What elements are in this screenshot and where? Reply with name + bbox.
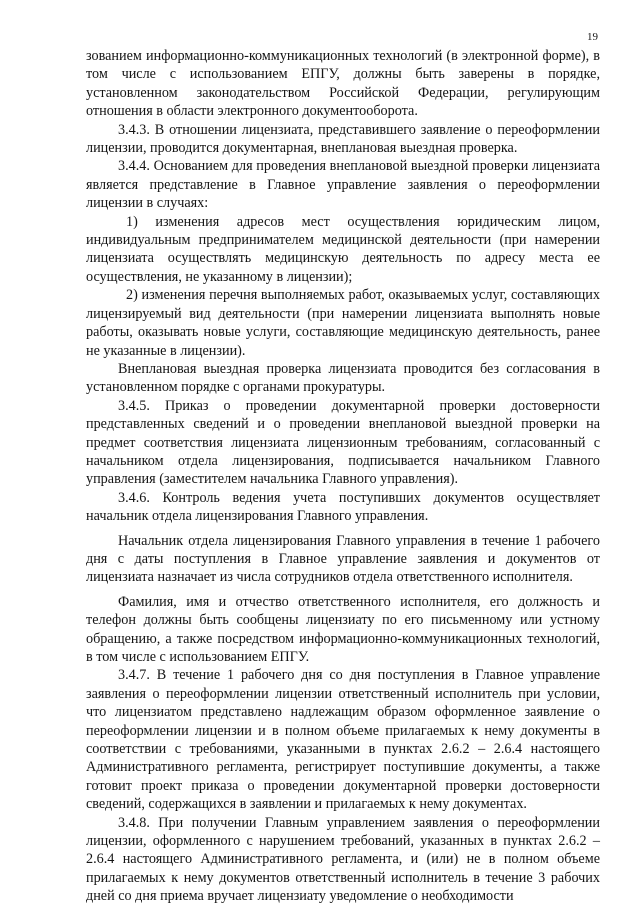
paragraph-3-4-3: 3.4.3. В отношении лицензиата, представившего заявление о переоформлении лицензии, проводится документарная, внеплановая выездная проверка. [86, 121, 600, 157]
paragraph-3-4-8: 3.4.8. При получении Главным управлением заявления о переоформлении лицензии, оформленного с нарушением требований, указанных в пунктах 2.6.2 – 2.6.4 настоящего Административного регламента, и (или) не в полном объеме прилагаемых к нему документов ответственный исполнитель в течение 3 рабочих дней со дня приема вручает лицензиату уведомление о необходимости [86, 814, 600, 905]
document-body [86, 47, 600, 906]
paragraph-unscheduled-inspection: Внеплановая выездная проверка лицензиата проводится без согласования в установленном порядке с органами прокуратуры. [86, 360, 600, 396]
paragraph-continuation: зованием информационно-коммуникационных технологий (в электронной форме), в том числе с использованием ЕПГУ, должны быть заверены в порядке, установленном законодательством Российской Федерации, регулирующим отношения в области электронного документооборота. [86, 48, 600, 120]
list-item-1: 1) изменения адресов мест осуществления юридическим лицом, индивидуальным предпринимателем медицинской деятельности (при намерении лицензиата осуществлять медицинскую деятельность по адресу места ее осуществления, не указанному в лицензии); [86, 213, 600, 285]
paragraph-3-4-5: 3.4.5. Приказ о проведении документарной проверки достоверности представленных сведений и о проведении внеплановой выездной проверки на предмет соответствия лицензиата лицензионным требованиям, согласованный с начальником отдела лицензирования, подписывается начальником Главного управления (заместителем начальника Главного управления). [86, 397, 600, 488]
page-number: 19 [587, 31, 598, 43]
paragraph-executor-contact: Фамилия, имя и отчество ответственного исполнителя, его должность и телефон должны быть сообщены лицензиату по его письменному или устному обращению, а также посредством информационно-коммуникационных технологий, в том числе с использованием ЕПГУ. [86, 593, 600, 665]
paragraph-3-4-6: 3.4.6. Контроль ведения учета поступивших документов осуществляет начальник отдела лицензирования Главного управления. [86, 489, 600, 525]
paragraph-department-head: Начальник отдела лицензирования Главного управления в течение 1 рабочего дня с даты поступления в Главное управление заявления и документов от лицензиата назначает из числа сотрудников отдела ответственного исполнителя. [86, 532, 600, 586]
paragraph-3-4-7: 3.4.7. В течение 1 рабочего дня со дня поступления в Главное управление заявления о переоформлении лицензии ответственный исполнитель при условии, что лицензиатом представлено надлежащим образом оформленное заявление о переоформлении лицензии и в полном объеме прилагаемых к нему документы в соответствии с требованиями, указанными в пунктах 2.6.2 – 2.6.4 настоящего Административного регламента, регистрирует поступившие документы, а также готовит проект приказа о проведении документарной проверки достоверности сведений, содержащихся в заявлении и прилагаемых к нему документах. [86, 667, 600, 813]
paragraph-3-4-4: 3.4.4. Основанием для проведения внеплановой выездной проверки лицензиата является представление в Главное управление заявления о переоформлении лицензии в случаях: [86, 158, 600, 212]
list-item-2: 2) изменения перечня выполняемых работ, оказываемых услуг, составляющих лицензируемый вид деятельности (при намерении лицензиата выполнять новые работы, оказывать новые услуги, составляющие медицинскую деятельность, ранее не указанные в лицензии). [86, 287, 600, 359]
